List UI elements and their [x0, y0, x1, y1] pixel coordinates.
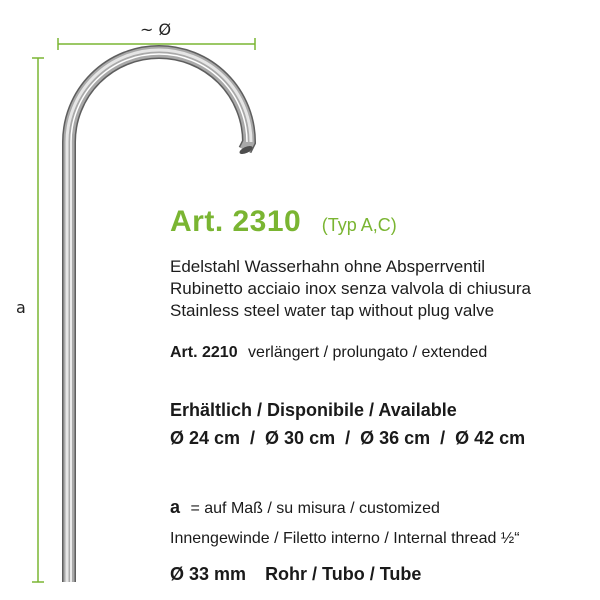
article-title: Art. 2310	[170, 205, 302, 238]
tube-row	[170, 564, 421, 585]
description-german: Edelstahl Wasserhahn ohne Absperrventil	[170, 257, 485, 276]
availability-sizes: Ø 24 cm / Ø 30 cm / Ø 36 cm / Ø 42 cm	[170, 428, 526, 448]
extended-article-number: Art. 2210	[170, 344, 238, 361]
height-dimension-line	[32, 58, 44, 582]
custom-size-symbol: a	[170, 497, 181, 517]
extended-article-text: verlängert / prolungato / extended	[248, 344, 488, 361]
tube-label: Rohr / Tubo / Tube	[265, 564, 422, 584]
extended-article-row	[170, 344, 487, 362]
article-type: (Typ A,C)	[321, 215, 397, 235]
tube-diameter: Ø 33 mm	[170, 564, 247, 584]
thread-info: Innengewinde / Filetto interno / Internal thread ½“	[170, 530, 520, 547]
height-label: a	[16, 298, 26, 317]
custom-size-text: = auf Maß / su misura / customized	[190, 500, 440, 517]
custom-size-row	[170, 497, 440, 518]
description-italian: Rubinetto acciaio inox senza valvola di chiusura	[170, 279, 531, 298]
availability-heading: Erhältlich / Disponibile / Available	[170, 400, 457, 420]
description-english: Stainless steel water tap without plug valve	[170, 301, 495, 320]
diameter-label: ~ Ø	[140, 20, 172, 39]
article-title-row	[170, 205, 397, 239]
